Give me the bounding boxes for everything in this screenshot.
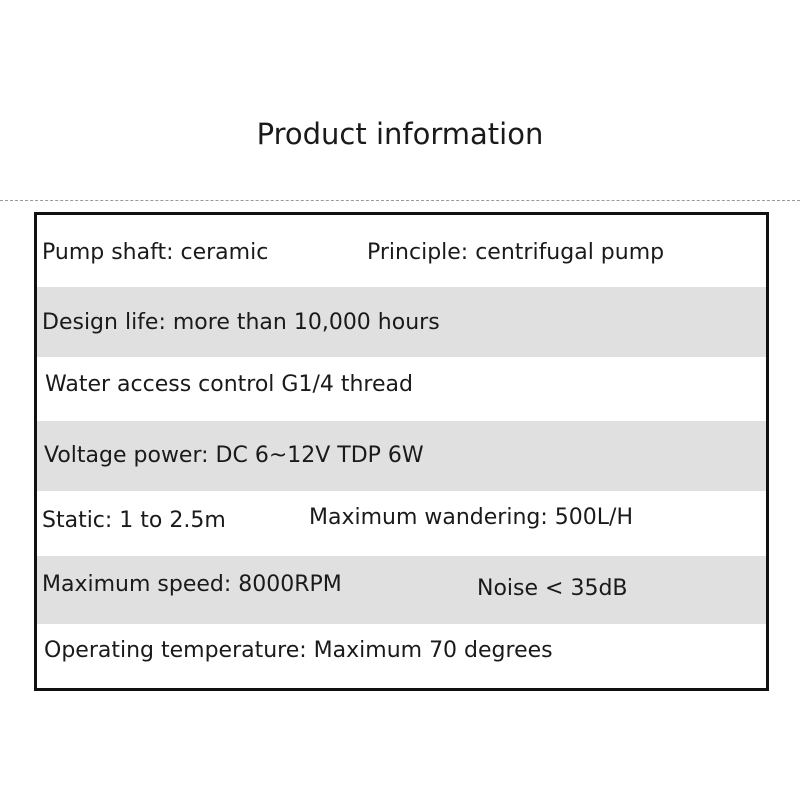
spec-row (37, 491, 766, 556)
spec-max-speed: Maximum speed: 8000RPM (42, 572, 342, 597)
spec-noise: Noise < 35dB (477, 576, 628, 601)
spec-row (37, 624, 766, 688)
spec-row (37, 215, 766, 287)
spec-max-wandering: Maximum wandering: 500L/H (309, 505, 633, 530)
spec-pump-shaft: Pump shaft: ceramic (42, 240, 269, 265)
spec-table (34, 212, 769, 691)
spec-principle: Principle: centrifugal pump (367, 240, 665, 265)
spec-water-access: Water access control G1/4 thread (45, 372, 413, 397)
spec-row (37, 357, 766, 421)
spec-voltage-power: Voltage power: DC 6~12V TDP 6W (44, 443, 424, 468)
spec-row (37, 556, 766, 624)
spec-operating-temp: Operating temperature: Maximum 70 degrees (44, 638, 553, 663)
spec-design-life: Design life: more than 10,000 hours (42, 310, 440, 335)
dashed-divider (0, 200, 800, 201)
page-title: Product information (256, 117, 544, 151)
spec-row (37, 421, 766, 491)
spec-static: Static: 1 to 2.5m (42, 508, 226, 533)
spec-row (37, 287, 766, 357)
